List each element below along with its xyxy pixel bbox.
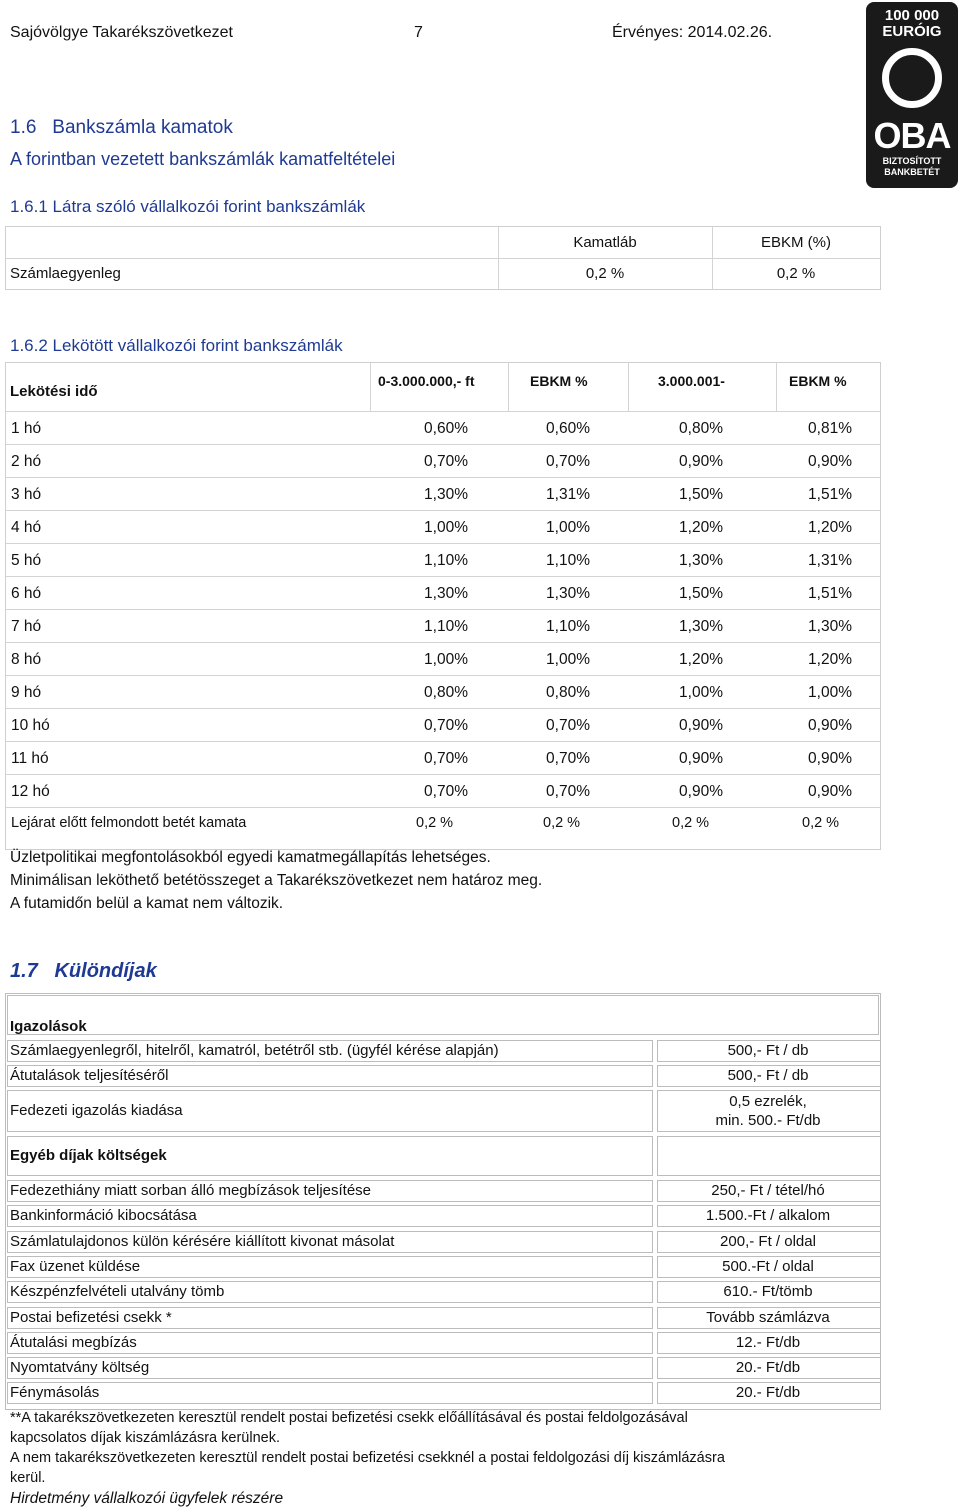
row-rate-value: 0,90% xyxy=(808,783,852,800)
fee-label-transfer: Átutalások teljesítéséről xyxy=(10,1067,169,1084)
note-2: Minimálisan leköthető betétösszeget a Takarékszövetkezet nem határoz meg. xyxy=(10,872,543,889)
fee-label: Fax üzenet küldése xyxy=(10,1257,141,1275)
section-1-6-2-title: 1.6.2 Lekötött vállalkozói forint bankszámlák xyxy=(10,336,343,355)
row-term-label: 8 hó xyxy=(11,651,42,668)
fee-value-transfer: 500,- Ft / db xyxy=(727,1067,809,1084)
row-rate-value: 0,70% xyxy=(546,717,590,734)
fee-label-balance: Számlaegyenlegről, hitelről, kamatról, betétről stb. (ügyfél kérése alapján) xyxy=(10,1042,499,1059)
table-row xyxy=(6,576,880,610)
early-termination-value: 0,2 % xyxy=(672,815,710,831)
row-term-label: 2 hó xyxy=(11,453,42,470)
fee-label: Fénymásolás xyxy=(10,1384,100,1402)
header-page-number: 7 xyxy=(414,24,423,41)
oba-badge-amount: 100 000 xyxy=(884,7,940,24)
fee-value-coverage-2: min. 500.- Ft/db xyxy=(715,1112,821,1129)
table-row xyxy=(6,609,880,643)
term-deposit-table xyxy=(5,362,881,850)
row-rate-value: 1,10% xyxy=(424,552,468,569)
row-term-label: 11 hó xyxy=(11,750,49,767)
row-rate-value: 0,80% xyxy=(546,684,590,701)
row-rate-value: 1,50% xyxy=(679,486,723,503)
fee-value: 12.- Ft/db xyxy=(735,1333,801,1351)
section-1-7-heading: Különdíjak xyxy=(54,960,157,982)
val-ebkm: 0,2 % xyxy=(776,265,816,282)
row-rate-value: 0,90% xyxy=(679,453,723,470)
fee-value-coverage-1: 0,5 ezrelék, xyxy=(729,1093,807,1110)
row-rate-value: 1,30% xyxy=(679,618,723,635)
table-row xyxy=(6,774,880,808)
fee-value: Tovább számlázva xyxy=(706,1308,830,1326)
oba-badge-word: OBA xyxy=(873,115,951,156)
row-rate-value: 1,31% xyxy=(546,486,590,503)
val-kamatlab: 0,2 % xyxy=(585,265,625,282)
table-row xyxy=(6,543,880,577)
row-rate-value: 0,80% xyxy=(679,420,723,437)
row-rate-value: 1,30% xyxy=(679,552,723,569)
head-range-2: 3.000.001- xyxy=(658,373,725,389)
row-rate-value: 0,70% xyxy=(424,453,468,470)
early-termination-value: 0,2 % xyxy=(802,815,840,831)
row-rate-value: 0,70% xyxy=(546,783,590,800)
row-rate-value: 1,00% xyxy=(424,519,468,536)
row-rate-value: 1,20% xyxy=(808,519,852,536)
fee-label: Fedezethiány miatt sorban álló megbízások teljesítése xyxy=(10,1182,372,1199)
row-term-label: 1 hó xyxy=(11,420,42,437)
head-range-1: 0-3.000.000,- ft xyxy=(378,373,475,389)
row-rate-value: 1,00% xyxy=(424,651,468,668)
table-row xyxy=(6,444,880,478)
table-row xyxy=(6,510,880,544)
fee-value: 20.- Ft/db xyxy=(735,1359,801,1377)
oba-badge-line1: BIZTOSÍTOTT xyxy=(882,156,942,166)
fees-igazolasok-heading: Igazolások xyxy=(10,1018,87,1035)
row-term-label: 5 hó xyxy=(11,552,42,569)
fee-value: 250,- Ft / tétel/hó xyxy=(711,1182,825,1199)
row-rate-value: 1,00% xyxy=(679,684,723,701)
row-rate-value: 0,90% xyxy=(679,783,723,800)
row-rate-value: 0,90% xyxy=(808,750,852,767)
row-rate-value: 1,10% xyxy=(546,552,590,569)
early-termination-label: Lejárat előtt felmondott betét kamata xyxy=(11,815,247,831)
oba-ring-icon xyxy=(882,48,942,108)
footnote-1: **A takarékszövetkezeten keresztül rendelt postai befizetési csekk előállításával és postai feldolgozásával xyxy=(10,1410,688,1426)
fees-egyeb-heading: Egyéb díjak költségek xyxy=(10,1147,167,1164)
table-row xyxy=(6,411,880,445)
col-ebkm: EBKM (%) xyxy=(760,234,831,251)
section-1-6-number: 1.6 xyxy=(10,117,37,138)
section-1-6-heading: Bankszámla kamatok xyxy=(52,117,233,138)
early-termination-value: 0,2 % xyxy=(416,815,454,831)
row-szamlaegyenleg: Számlaegyenleg xyxy=(10,265,121,282)
row-rate-value: 0,70% xyxy=(424,750,468,767)
row-rate-value: 1,20% xyxy=(679,519,723,536)
footnote-3: A nem takarékszövetkezeten keresztül rendelt postai befizetési csekknél a postai feldolgozási díj kiszámlázásra xyxy=(10,1450,725,1466)
fee-label: Nyomtatvány költség xyxy=(10,1359,150,1377)
row-rate-value: 0,60% xyxy=(424,420,468,437)
header-valid-date: Érvényes: 2014.02.26. xyxy=(612,24,773,41)
note-3: A futamidőn belül a kamat nem változik. xyxy=(10,895,284,912)
oba-badge-currency: EURÓIG xyxy=(882,23,942,40)
row-rate-value: 0,60% xyxy=(546,420,590,437)
footer-title: Hirdetmény vállalkozói ügyfelek részére xyxy=(10,1490,284,1507)
fees-table xyxy=(5,993,881,1410)
row-rate-value: 1,30% xyxy=(424,486,468,503)
row-rate-value: 1,30% xyxy=(546,585,590,602)
table-row xyxy=(6,477,880,511)
footnote-4: kerül. xyxy=(10,1470,46,1486)
row-rate-value: 1,30% xyxy=(808,618,852,635)
row-rate-value: 1,51% xyxy=(808,486,852,503)
row-rate-value: 0,80% xyxy=(424,684,468,701)
header-bank-name: Sajóvölgye Takarékszövetkezet xyxy=(10,24,233,41)
oba-guarantee-badge xyxy=(866,2,958,188)
row-rate-value: 0,90% xyxy=(679,750,723,767)
row-rate-value: 0,70% xyxy=(424,783,468,800)
section-1-7-number: 1.7 xyxy=(10,960,38,982)
row-rate-value: 1,00% xyxy=(808,684,852,701)
row-rate-value: 1,20% xyxy=(808,651,852,668)
fee-value: 1.500.-Ft / alkalom xyxy=(705,1207,831,1225)
fee-label: Számlatulajdonos külön kérésére kiállított kivonat másolat xyxy=(10,1232,395,1250)
row-rate-value: 1,50% xyxy=(679,585,723,602)
row-rate-value: 1,00% xyxy=(546,651,590,668)
fee-label: Bankinformáció kibocsátása xyxy=(10,1207,197,1225)
row-rate-value: 1,10% xyxy=(424,618,468,635)
row-rate-value: 0,81% xyxy=(808,420,852,437)
table-row xyxy=(6,708,880,742)
table-row xyxy=(6,675,880,709)
row-term-label: 10 hó xyxy=(11,717,50,734)
fee-value: 500.-Ft / oldal xyxy=(722,1257,814,1275)
fee-label: Átutalási megbízás xyxy=(10,1333,137,1351)
row-rate-value: 1,31% xyxy=(808,552,852,569)
row-term-label: 3 hó xyxy=(11,486,42,503)
section-1-7-title xyxy=(10,960,157,983)
fee-value-balance: 500,- Ft / db xyxy=(727,1042,809,1059)
row-rate-value: 0,90% xyxy=(808,717,852,734)
head-lekotesi-ido: Lekötési idő xyxy=(10,383,98,400)
early-termination-value: 0,2 % xyxy=(543,815,581,831)
early-termination-row xyxy=(6,807,880,841)
row-rate-value: 0,90% xyxy=(808,453,852,470)
col-kamatlab: Kamatláb xyxy=(573,234,637,251)
row-term-label: 4 hó xyxy=(11,519,42,536)
row-rate-value: 1,30% xyxy=(424,585,468,602)
table-row xyxy=(6,741,880,775)
row-rate-value: 1,10% xyxy=(546,618,590,635)
head-ebkm-2: EBKM % xyxy=(789,373,847,389)
row-rate-value: 1,20% xyxy=(679,651,723,668)
footnote-2: kapcsolatos díjak kiszámlázásra kerülnek. xyxy=(10,1430,280,1446)
row-term-label: 12 hó xyxy=(11,783,50,800)
fee-label: Postai befizetési csekk * xyxy=(10,1308,172,1326)
section-1-6-subtitle: A forintban vezetett bankszámlák kamatfeltételei xyxy=(10,149,396,169)
fee-label-coverage: Fedezeti igazolás kiadása xyxy=(10,1102,183,1119)
row-term-label: 9 hó xyxy=(11,684,42,701)
fee-value: 200,- Ft / oldal xyxy=(720,1232,816,1250)
fee-value: 610.- Ft/tömb xyxy=(723,1283,813,1301)
row-term-label: 6 hó xyxy=(11,585,42,602)
table-row xyxy=(6,642,880,676)
row-term-label: 7 hó xyxy=(11,618,42,635)
oba-badge-line2: BANKBETÉT xyxy=(884,167,940,177)
row-rate-value: 0,90% xyxy=(679,717,723,734)
row-rate-value: 1,00% xyxy=(546,519,590,536)
section-1-6-1-title: 1.6.1 Látra szóló vállalkozói forint bankszámlák xyxy=(10,197,366,216)
sight-account-table xyxy=(5,226,881,290)
row-rate-value: 1,51% xyxy=(808,585,852,602)
note-1: Üzletpolitikai megfontolásokból egyedi kamatmegállapítás lehetséges. xyxy=(10,849,491,866)
section-1-6-title xyxy=(10,117,233,139)
head-ebkm-1: EBKM % xyxy=(530,373,588,389)
row-rate-value: 0,70% xyxy=(546,453,590,470)
row-rate-value: 0,70% xyxy=(546,750,590,767)
fee-label: Készpénzfelvételi utalvány tömb xyxy=(10,1283,225,1301)
row-rate-value: 0,70% xyxy=(424,717,468,734)
fee-value: 20.- Ft/db xyxy=(735,1384,801,1402)
